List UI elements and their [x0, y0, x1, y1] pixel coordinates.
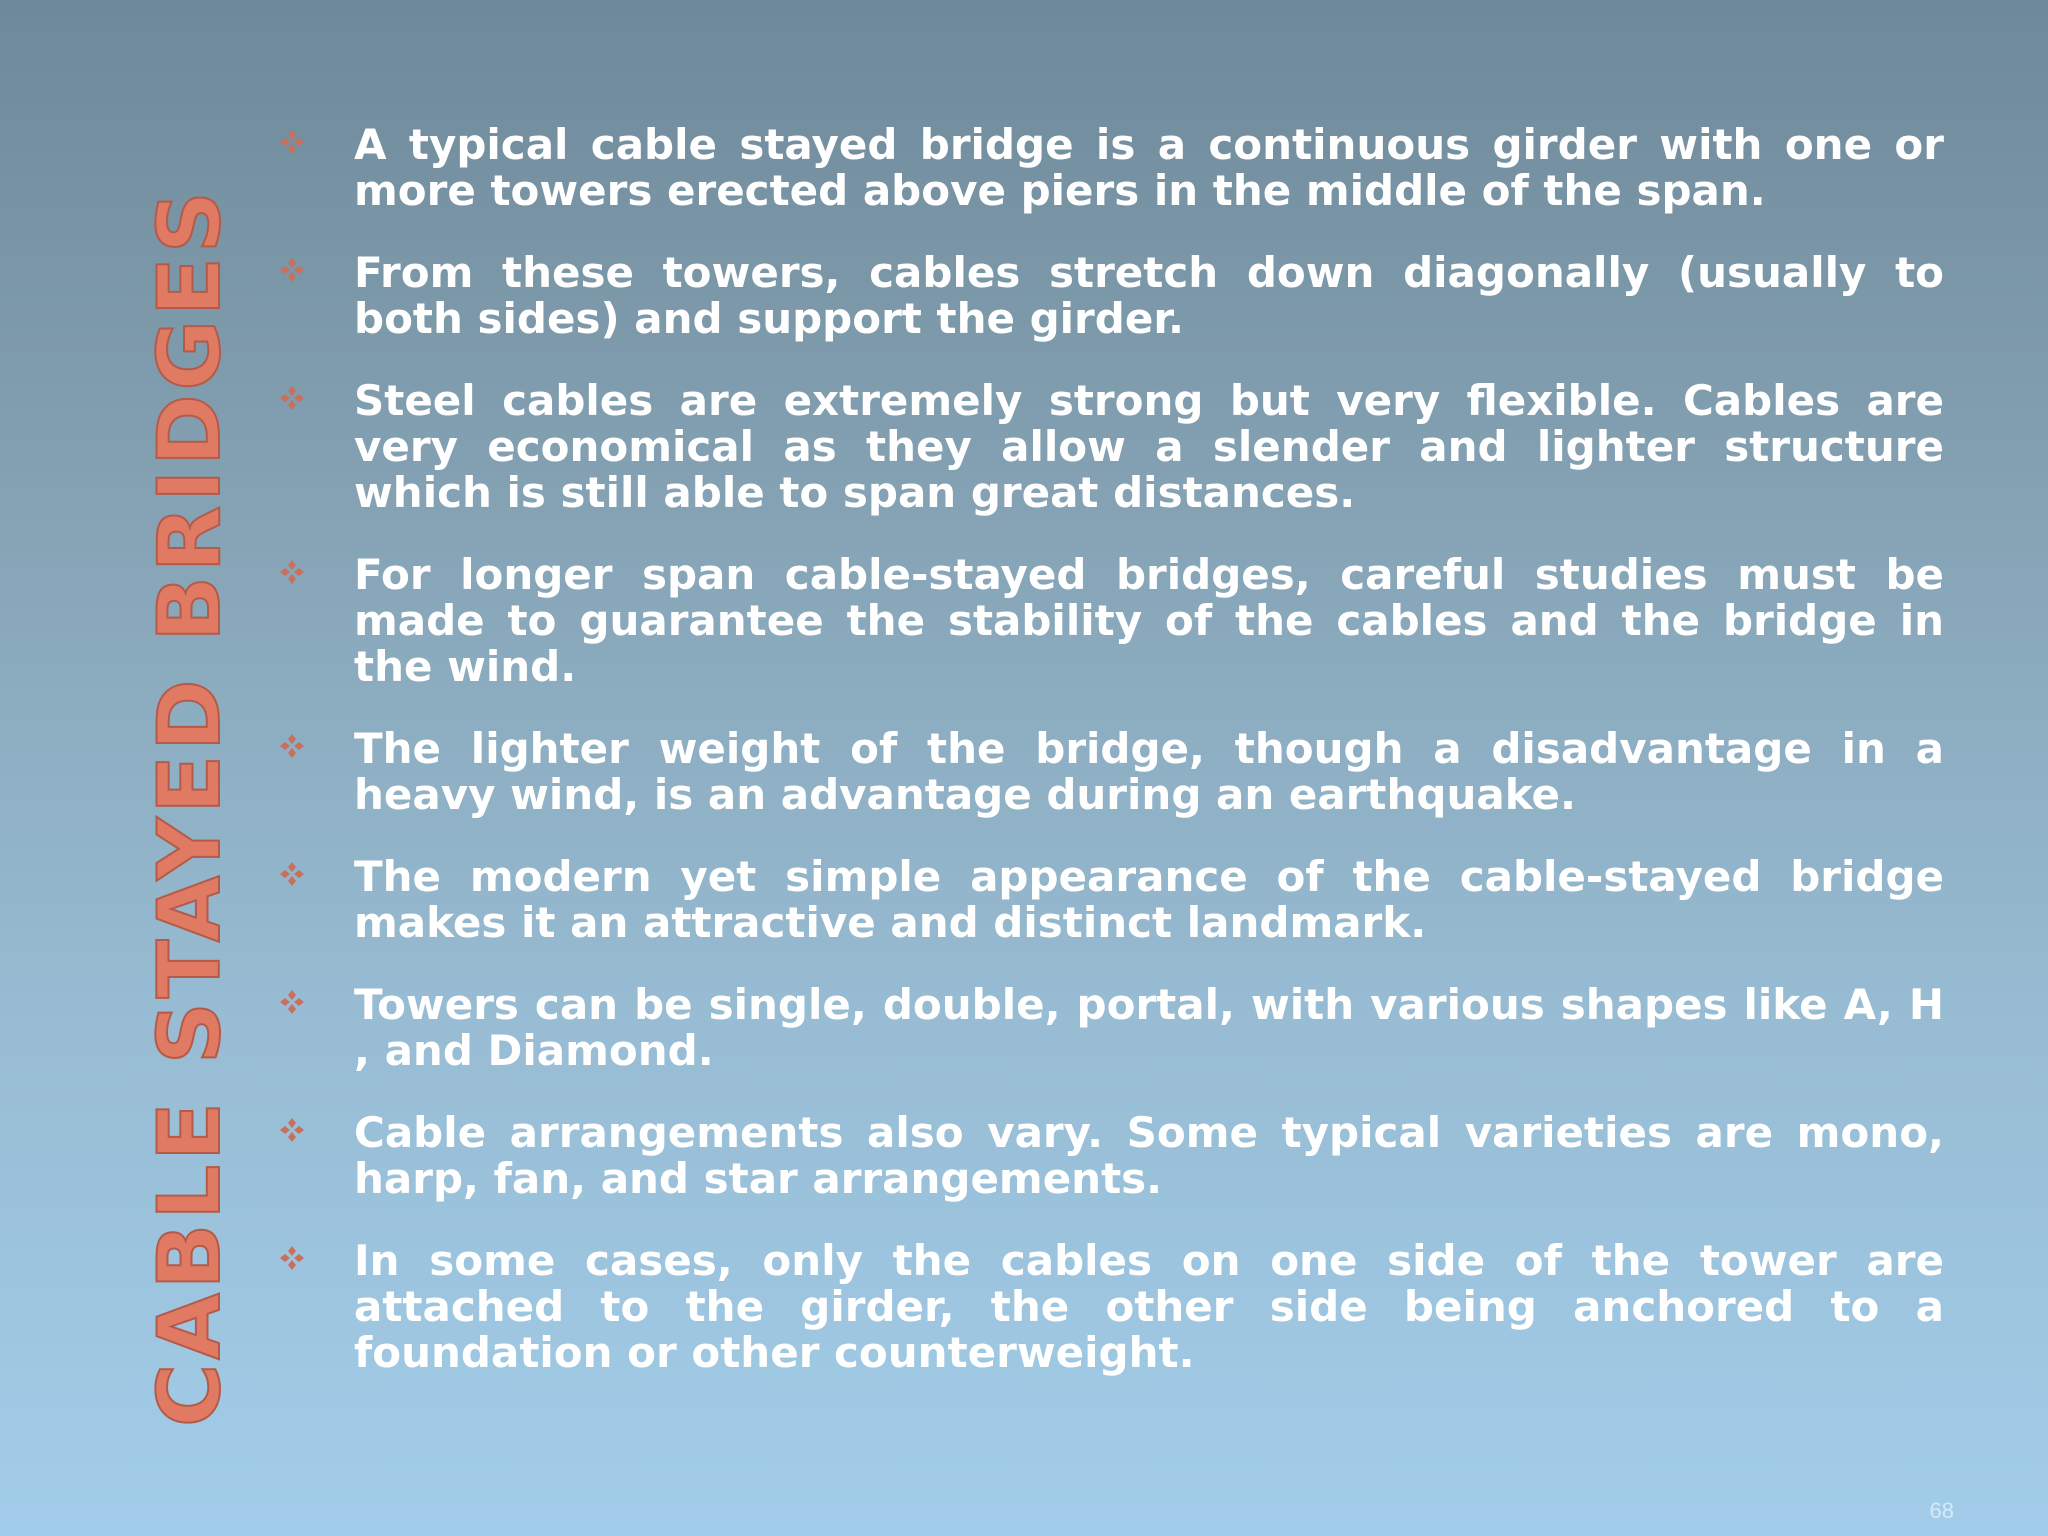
four-diamond-bullet-icon — [278, 732, 306, 760]
bullet-text: From these towers, cables stretch down diagonally (usually to both sides) and support the girder. — [354, 248, 1944, 343]
bullet-item — [278, 1110, 1944, 1202]
bullet-text: In some cases, only the cables on one side of the tower are attached to the girder, the other side being anchored to a foundation or other counterweight. — [354, 1236, 1944, 1377]
page-number: 68 — [1929, 1498, 1954, 1523]
four-diamond-bullet-icon — [278, 384, 306, 412]
bullet-item — [278, 552, 1944, 690]
four-diamond-bullet-icon — [278, 860, 306, 888]
bullet-item — [278, 982, 1944, 1074]
four-diamond-bullet-icon — [278, 1116, 306, 1144]
four-diamond-bullet-icon — [278, 256, 306, 284]
bullet-text: Towers can be single, double, portal, with various shapes like A, H , and Diamond. — [354, 980, 1944, 1075]
four-diamond-bullet-icon — [278, 558, 306, 586]
bullet-item — [278, 854, 1944, 946]
bullet-item — [278, 726, 1944, 818]
four-diamond-bullet-icon — [278, 128, 306, 156]
bullet-text: Steel cables are extremely strong but very flexible. Cables are very economical as they allow a slender and lighter structure which is still able to span great distances. — [354, 376, 1944, 517]
bullet-text: The modern yet simple appearance of the cable-stayed bridge makes it an attractive and distinct landmark. — [354, 852, 1944, 947]
bullet-text: Cable arrangements also vary. Some typical varieties are mono, harp, fan, and star arrangements. — [354, 1108, 1944, 1203]
bullet-text: For longer span cable-stayed bridges, careful studies must be made to guarantee the stability of the cables and the bridge in the wind. — [354, 550, 1944, 691]
four-diamond-bullet-icon — [278, 1244, 306, 1272]
slide-title: CABLE STAYED BRIDGES — [140, 187, 240, 1427]
bullet-item — [278, 378, 1944, 516]
bullet-item — [278, 122, 1944, 214]
bullet-item — [278, 250, 1944, 342]
bullet-text: A typical cable stayed bridge is a continuous girder with one or more towers erected above piers in the middle of the span. — [354, 120, 1944, 215]
four-diamond-bullet-icon — [278, 988, 306, 1016]
bullet-text: The lighter weight of the bridge, though a disadvantage in a heavy wind, is an advantage during an earthquake. — [354, 724, 1944, 819]
bullet-list — [278, 122, 1944, 1412]
bullet-item — [278, 1238, 1944, 1376]
